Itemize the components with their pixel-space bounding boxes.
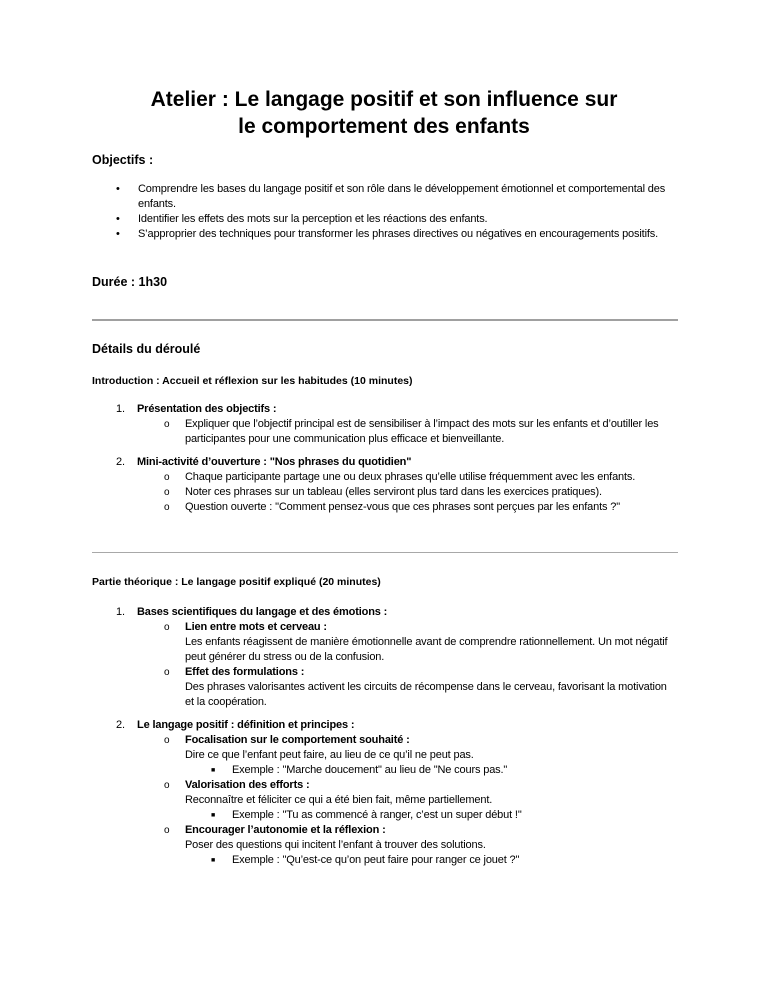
bullet-icon: • [116, 213, 120, 225]
example-item [92, 853, 678, 868]
item-text: S’approprier des techniques pour transformer les phrases directives ou négatives en encouragements positifs. [138, 228, 659, 240]
sub-text: Question ouverte : "Comment pensez-vous que ces phrases sont perçues par les enfants ?" [185, 501, 621, 513]
list-item [92, 227, 678, 242]
list-item [92, 605, 678, 710]
sub-item [92, 500, 678, 515]
sub-item [92, 620, 678, 665]
list-item [92, 718, 678, 868]
sub-text: Des phrases valorisantes activent les circuits de récompense dans le cerveau, favorisant la motivation et la coopération. [185, 681, 667, 708]
sub-item [92, 417, 678, 447]
example-text: Exemple : "Marche doucement" au lieu de "Ne cours pas." [232, 764, 508, 776]
sub-item [92, 778, 678, 808]
item-text: Comprendre les bases du langage positif et son rôle dans le développement émotionnel et comportemental des enfants. [138, 183, 666, 210]
item-title: Le langage positif : définition et principes : [137, 719, 355, 731]
circle-bullet-icon: o [164, 502, 170, 513]
sub-text: Dire ce que l’enfant peut faire, au lieu de ce qu’il ne peut pas. [185, 749, 474, 761]
square-bullet-icon: ■ [211, 812, 216, 819]
sub-title: Focalisation sur le comportement souhaité : [185, 734, 410, 746]
sub-item [92, 823, 678, 853]
list-item [92, 212, 678, 227]
circle-bullet-icon: o [164, 472, 170, 483]
item-number: 2. [116, 719, 125, 731]
list-item [92, 455, 678, 515]
sub-item [92, 485, 678, 500]
circle-bullet-icon: o [164, 735, 170, 746]
circle-bullet-icon: o [164, 487, 170, 498]
item-number: 2. [116, 456, 125, 468]
square-bullet-icon: ■ [211, 767, 216, 774]
circle-bullet-icon: o [164, 622, 170, 633]
objectives-heading: Objectifs : [92, 153, 154, 167]
item-number: 1. [116, 606, 125, 618]
sub-title: Effet des formulations : [185, 666, 305, 678]
sub-item [92, 470, 678, 485]
item-title: Mini-activité d’ouverture : "Nos phrases du quotidien" [137, 456, 412, 468]
objectives-list [92, 182, 678, 242]
sub-item [92, 733, 678, 763]
example-item [92, 808, 678, 823]
sub-text: Reconnaître et féliciter ce qui a été bien fait, même partiellement. [185, 794, 493, 806]
intro-heading: Introduction : Accueil et réflexion sur les habitudes (10 minutes) [92, 375, 413, 387]
sub-text: Chaque participante partage une ou deux phrases qu’elle utilise fréquemment avec les enfants. [185, 471, 636, 483]
example-item [92, 763, 678, 778]
item-title: Bases scientifiques du langage et des émotions : [137, 606, 388, 618]
sub-item [92, 665, 678, 710]
circle-bullet-icon: o [164, 825, 170, 836]
item-text: Identifier les effets des mots sur la perception et les réactions des enfants. [138, 213, 488, 225]
duration: Durée : 1h30 [92, 275, 168, 289]
document-title: Atelier : Le langage positif et son influence sur le comportement des enfants [150, 88, 618, 138]
theory-list [92, 605, 678, 876]
square-bullet-icon: ■ [211, 857, 216, 864]
example-text: Exemple : "Tu as commencé à ranger, c’est un super début !" [232, 809, 522, 821]
sub-title: Encourager l’autonomie et la réflexion : [185, 824, 386, 836]
sub-text: Poser des questions qui incitent l’enfant à trouver des solutions. [185, 839, 486, 851]
list-item [92, 182, 678, 212]
circle-bullet-icon: o [164, 667, 170, 678]
item-title: Présentation des objectifs : [137, 403, 277, 415]
divider [92, 319, 678, 321]
divider [92, 552, 678, 553]
sub-title: Lien entre mots et cerveau : [185, 621, 327, 633]
bullet-icon: • [116, 183, 120, 195]
item-number: 1. [116, 403, 125, 415]
example-text: Exemple : "Qu’est-ce qu’on peut faire pour ranger ce jouet ?" [232, 854, 520, 866]
intro-list [92, 402, 678, 523]
sub-text: Les enfants réagissent de manière émotionnelle avant de comprendre rationnellement. Un mot négatif peut générer du stress ou de la confusion. [185, 636, 668, 663]
sub-text: Expliquer que l’objectif principal est de sensibiliser à l’impact des mots sur les enfants et d’outiller les participantes pour une communication plus efficace et bienveillante. [185, 418, 659, 445]
circle-bullet-icon: o [164, 419, 170, 430]
theory-heading: Partie théorique : Le langage positif expliqué (20 minutes) [92, 576, 381, 588]
bullet-icon: • [116, 228, 120, 240]
circle-bullet-icon: o [164, 780, 170, 791]
sub-title: Valorisation des efforts : [185, 779, 310, 791]
details-heading: Détails du déroulé [92, 342, 201, 356]
sub-text: Noter ces phrases sur un tableau (elles serviront plus tard dans les exercices pratiques). [185, 486, 602, 498]
list-item [92, 402, 678, 447]
